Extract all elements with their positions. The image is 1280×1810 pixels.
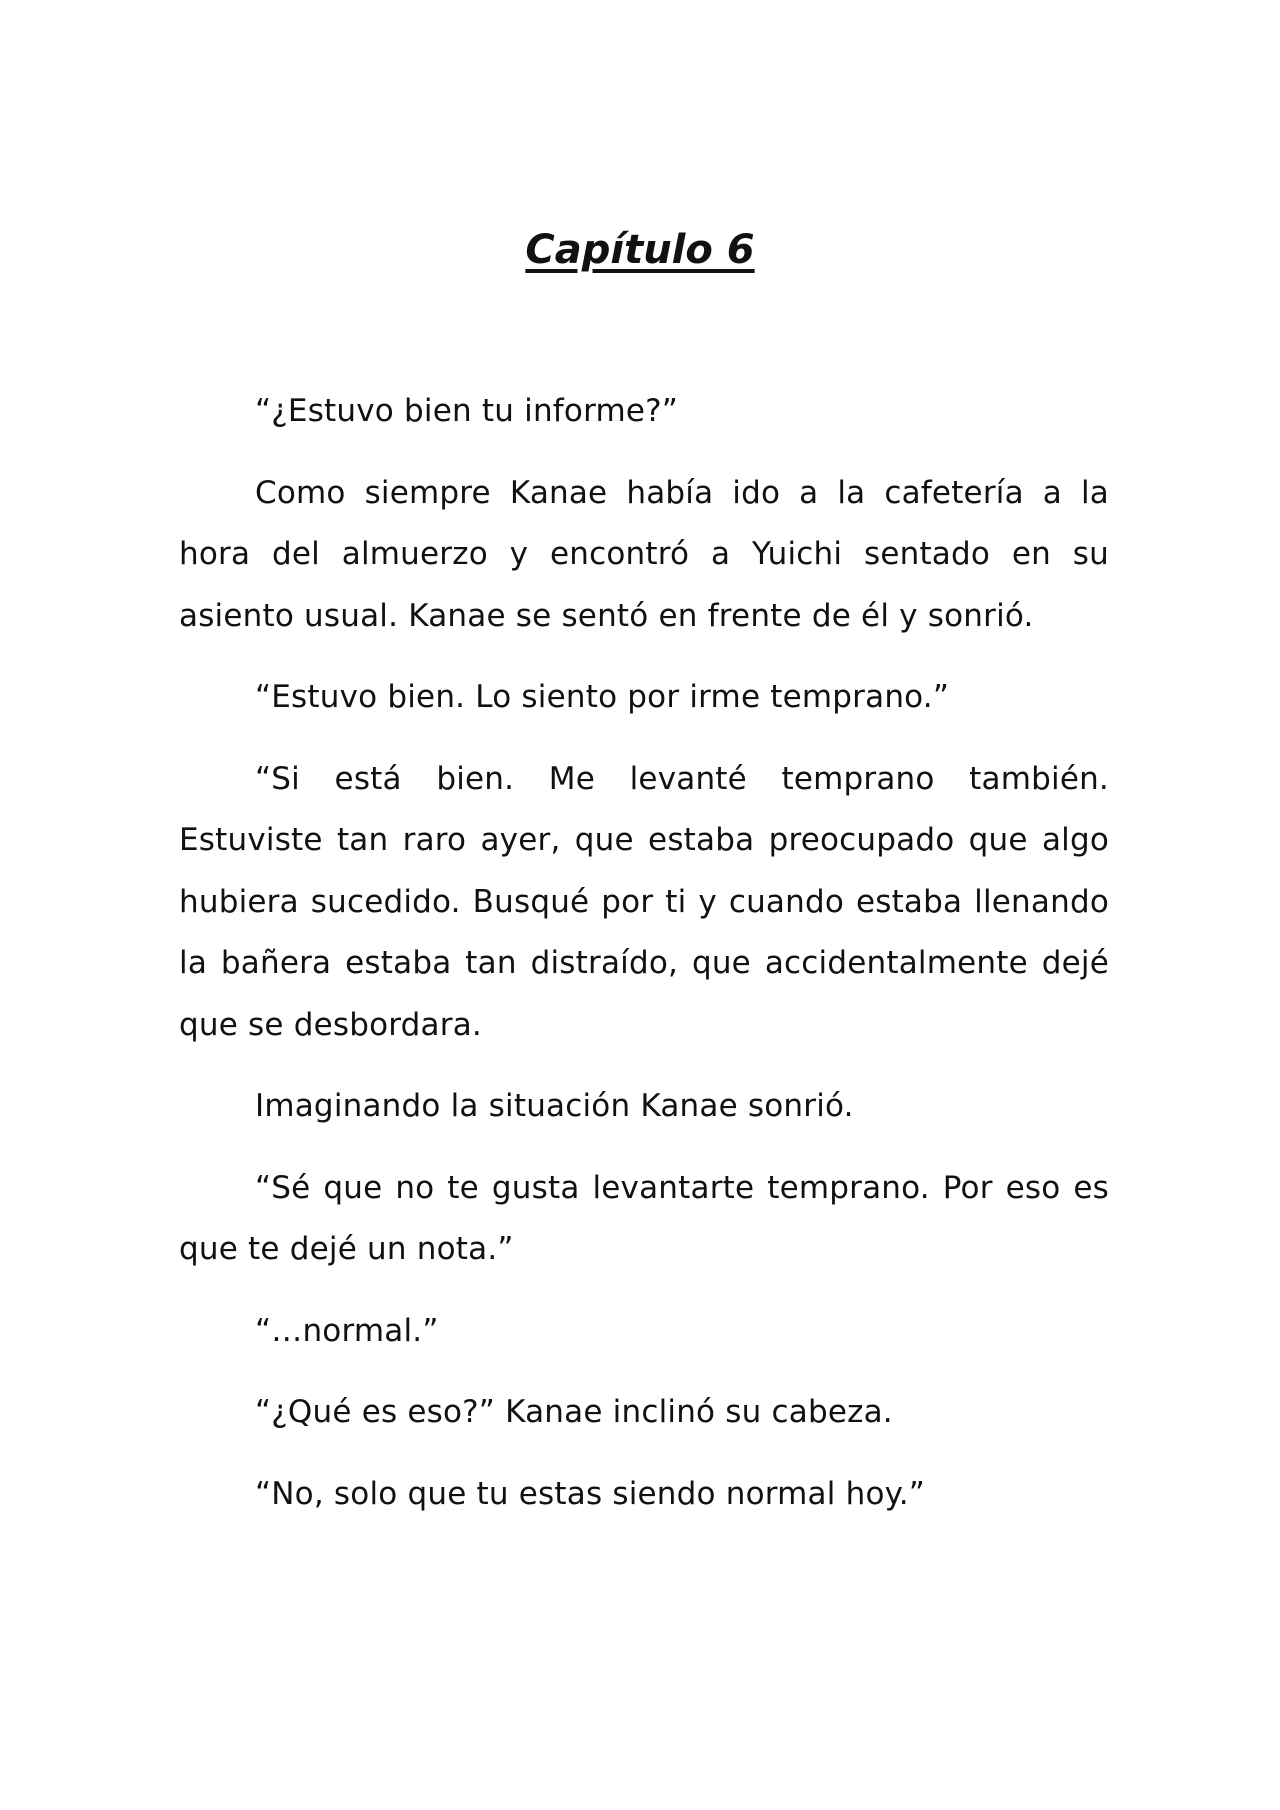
paragraph: “¿Qué es eso?” Kanae inclinó su cabeza. xyxy=(255,1394,893,1430)
chapter-body xyxy=(179,381,1109,1525)
paragraph: Como siempre Kanae había ido a la cafetería a la hora del almuerzo y encontró a Yuichi sentado en su asiento usual. Kanae se sentó en frente de él y sonrió. xyxy=(179,474,1109,634)
paragraph: “Sé que no te gusta levantarte temprano. Por eso es que te dejé un nota.” xyxy=(179,1169,1109,1267)
paragraph: “¿Estuvo bien tu informe?” xyxy=(255,393,679,429)
paragraph: “Si está bien. Me levanté temprano también. Estuviste tan raro ayer, que estaba preocupado que algo hubiera sucedido. Busqué por ti y cuando estaba llenando la bañera estaba tan distraído, que accidentalmente dejé que se desbordara. xyxy=(179,760,1109,1043)
paragraph: “Estuvo bien. Lo siento por irme temprano.” xyxy=(255,679,950,715)
paragraph: “No, solo que tu estas siendo normal hoy.” xyxy=(255,1475,926,1512)
paragraph: “…normal.” xyxy=(255,1312,439,1349)
chapter-title: Capítulo 6 xyxy=(525,227,755,273)
paragraph: Imaginando la situación Kanae sonrió. xyxy=(255,1088,854,1124)
